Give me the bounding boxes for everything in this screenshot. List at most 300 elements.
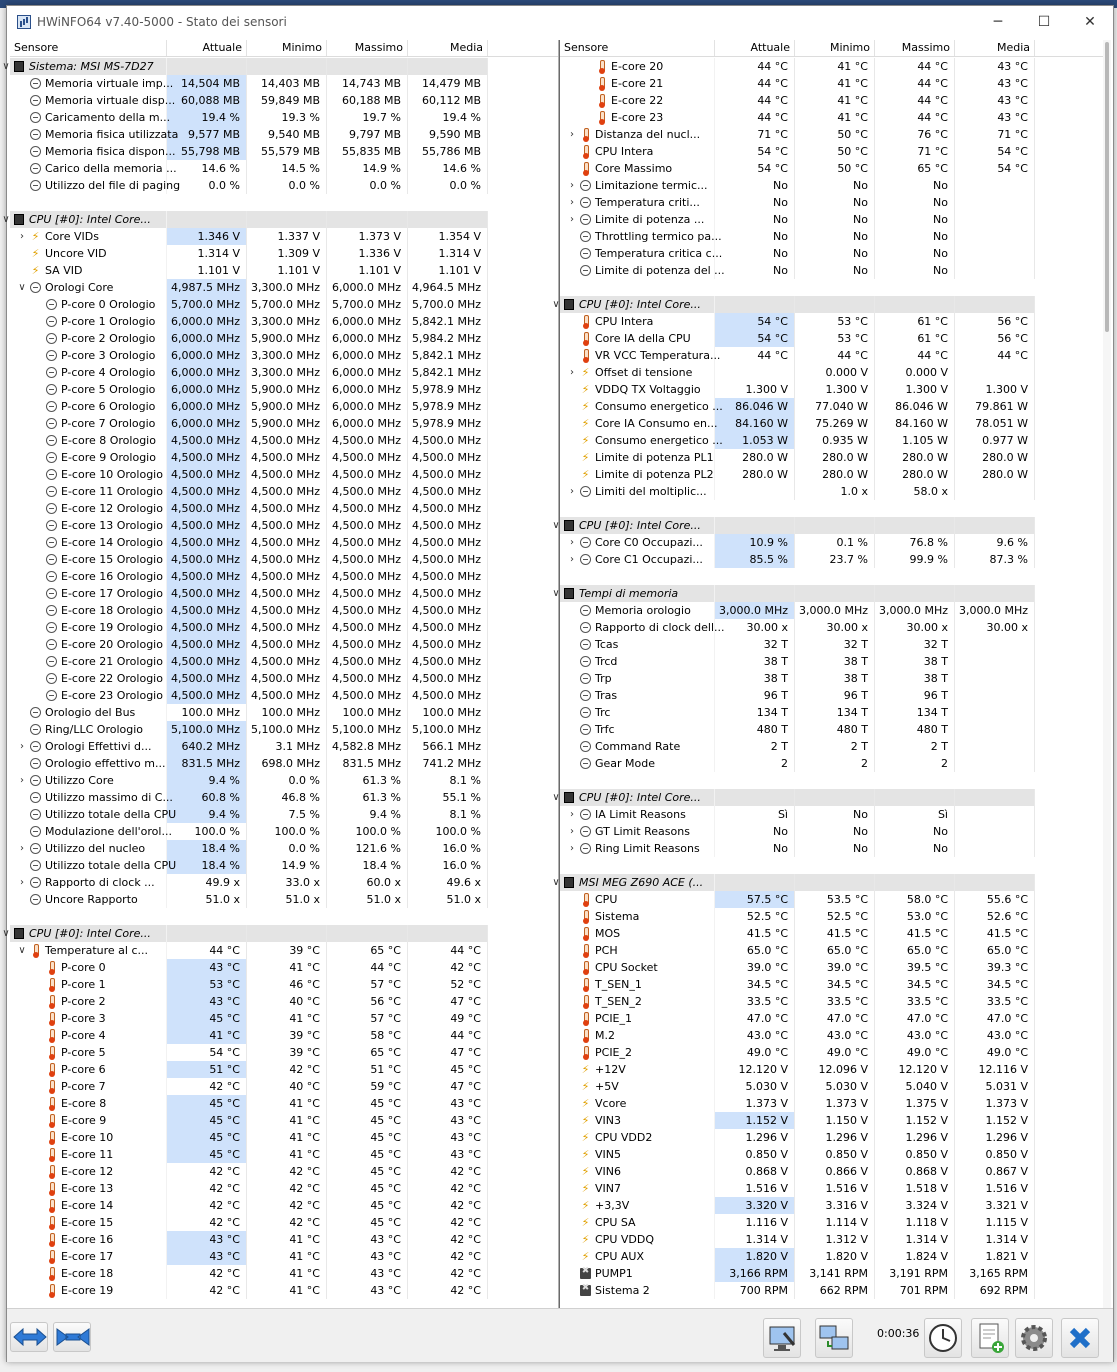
expand-chevron-icon[interactable]: › <box>570 486 574 497</box>
sensor-row-cpu-socket[interactable] <box>560 959 1111 976</box>
sensor-name-cell <box>560 449 715 466</box>
expand-chevron-icon[interactable]: › <box>20 231 24 242</box>
sensor-row-e-core-9[interactable] <box>10 1112 558 1129</box>
sensor-row-e-core-10-orologio[interactable] <box>10 466 558 483</box>
sensor-name-cell <box>10 330 167 347</box>
sensor-row-e-core-8[interactable] <box>10 1095 558 1112</box>
sensor-row-offset-di-tensione[interactable] <box>560 364 1111 381</box>
sensor-row-gt-limit-reasons[interactable] <box>560 823 1111 840</box>
sensor-group-row[interactable] <box>552 789 1111 806</box>
sensor-row-ring-llc-orologio[interactable] <box>10 721 558 738</box>
sensor-row-vddq-tx-voltaggio[interactable] <box>560 381 1111 398</box>
voltage-bolt-icon: ⚡ <box>581 1063 590 1076</box>
avg-value: 5,100.0 MHz <box>408 721 488 738</box>
expand-all-button[interactable] <box>10 1322 48 1352</box>
sensor-row-memoria-orologio[interactable] <box>560 602 1111 619</box>
minimize-button[interactable]: ─ <box>993 14 1003 30</box>
sensor-row-e-core-13-orologio[interactable] <box>10 517 558 534</box>
sensor-row-tcas[interactable] <box>560 636 1111 653</box>
max-value <box>875 296 955 313</box>
sensor-row-rapporto-di-clock-dell[interactable] <box>560 619 1111 636</box>
sensor-row-command-rate[interactable] <box>560 738 1111 755</box>
sensor-row-core-vids[interactable] <box>10 228 558 245</box>
header-sensor[interactable]: Sensore <box>560 40 715 56</box>
sensor-row-e-core-9-orologio[interactable] <box>10 449 558 466</box>
expand-chevron-icon[interactable]: › <box>570 809 574 820</box>
maximize-button[interactable]: ☐ <box>1037 14 1051 30</box>
sensor-label: Memoria fisica utilizzata <box>45 128 179 141</box>
min-value: No <box>795 211 875 228</box>
max-value: 44 °C <box>875 347 955 364</box>
current-value: 3.320 V <box>715 1197 795 1214</box>
header-max[interactable]: Massimo <box>327 40 408 56</box>
sensor-row-vr-vcc-temperatura[interactable] <box>560 347 1111 364</box>
sensor-row-e-core-23[interactable] <box>560 109 1111 126</box>
sensor-row-core-ia-consumo-en[interactable] <box>560 415 1111 432</box>
sensor-group-row[interactable] <box>2 58 558 75</box>
sensor-row-carico-della-memoria[interactable] <box>10 160 558 177</box>
avg-value: 1.821 V <box>955 1248 1035 1265</box>
sensor-row-utilizzo-del-nucleo[interactable] <box>10 840 558 857</box>
sensor-label: Tras <box>595 689 618 702</box>
report-button[interactable] <box>763 1318 801 1358</box>
sensor-row-cpu-aux[interactable] <box>560 1248 1111 1265</box>
sensor-row-caricamento-della-m[interactable] <box>10 109 558 126</box>
sensor-name-cell <box>10 840 167 857</box>
sensor-row-vin3[interactable] <box>560 1112 1111 1129</box>
collapse-chevron-icon[interactable]: ∨ <box>18 282 26 293</box>
avg-value: 49.0 °C <box>955 1044 1035 1061</box>
title-bar[interactable] <box>7 6 1113 38</box>
max-value: 45 °C <box>327 1197 408 1214</box>
gauge-icon <box>580 537 591 548</box>
sensor-row-temperatura-criti[interactable] <box>560 194 1111 211</box>
sensor-row-orologio-effettivo-m[interactable] <box>10 755 558 772</box>
header-min[interactable]: Minimo <box>795 40 875 56</box>
current-value: 4,500.0 MHz <box>167 670 247 687</box>
sensor-row-orologio-del-bus[interactable] <box>10 704 558 721</box>
min-value: 38 T <box>795 670 875 687</box>
min-value: 41.5 °C <box>795 925 875 942</box>
sensor-row-core-massimo[interactable] <box>560 160 1111 177</box>
sensor-label: Uncore VID <box>45 247 107 260</box>
expand-chevron-icon[interactable]: › <box>570 197 574 208</box>
header-current[interactable]: Attuale <box>167 40 247 56</box>
sensor-row-pump1[interactable] <box>560 1265 1111 1282</box>
expand-chevron-icon[interactable]: › <box>570 826 574 837</box>
sensor-row-vin7[interactable] <box>560 1180 1111 1197</box>
gauge-icon <box>46 571 57 582</box>
sensor-label: M.2 <box>595 1029 615 1042</box>
sensor-row-t-sen-1[interactable] <box>560 976 1111 993</box>
avg-value: 4,500.0 MHz <box>408 653 488 670</box>
sensor-row-throttling-termico-pa[interactable] <box>560 228 1111 245</box>
min-value: 1.820 V <box>795 1248 875 1265</box>
collapse-chevron-icon[interactable]: ∨ <box>552 299 560 310</box>
min-value: 3,300.0 MHz <box>247 347 327 364</box>
min-value: 9,540 MB <box>247 126 327 143</box>
sensor-row-distanza-del-nucl[interactable] <box>560 126 1111 143</box>
sensor-row-ia-limit-reasons[interactable] <box>560 806 1111 823</box>
max-value: 100.0 % <box>327 823 408 840</box>
collapse-all-button[interactable] <box>53 1322 91 1352</box>
sensor-list-right[interactable] <box>552 40 1111 1308</box>
sensor-row-limiti-del-moltiplic[interactable] <box>560 483 1111 500</box>
sensor-row-cpu-intera[interactable] <box>560 143 1111 160</box>
max-value: 4,500.0 MHz <box>327 687 408 704</box>
max-value: 0.868 V <box>875 1163 955 1180</box>
sensor-name-cell <box>10 398 167 415</box>
sensor-row-p-core-3[interactable] <box>10 1010 558 1027</box>
sensor-row-p-core-1[interactable] <box>10 976 558 993</box>
sensor-row-mos[interactable] <box>560 925 1111 942</box>
sensor-row-p-core-4-orologio[interactable] <box>10 364 558 381</box>
sensor-row-e-core-14[interactable] <box>10 1197 558 1214</box>
avg-value <box>955 806 1035 823</box>
avg-value: 42 °C <box>408 1282 488 1299</box>
sensor-row-trp[interactable] <box>560 670 1111 687</box>
sensor-row-sistema[interactable] <box>560 908 1111 925</box>
clock-icon <box>925 1319 961 1357</box>
current-value: 38 T <box>715 670 795 687</box>
max-value: 76.8 % <box>875 534 955 551</box>
sensor-name-cell <box>560 976 715 993</box>
sensor-row-e-core-14-orologio[interactable] <box>10 534 558 551</box>
min-value: 0.0 % <box>247 177 327 194</box>
sensor-row-utilizzo-del-file-di-paging[interactable] <box>10 177 558 194</box>
max-value: 4,500.0 MHz <box>327 568 408 585</box>
sensor-row-gear-mode[interactable] <box>560 755 1111 772</box>
sensor-name-cell <box>560 75 715 92</box>
sensor-name-cell <box>10 109 171 126</box>
sensor-row-e-core-18[interactable] <box>10 1265 558 1282</box>
sensor-row-p-core-5-orologio[interactable] <box>10 381 558 398</box>
sensor-row-temperature-al-c[interactable] <box>10 942 558 959</box>
max-value: 6,000.0 MHz <box>327 364 408 381</box>
sensor-label: P-core 1 <box>61 978 106 991</box>
sensor-row-p-core-0-orologio[interactable] <box>10 296 558 313</box>
sensor-row-core-c0-occupazi[interactable] <box>560 534 1111 551</box>
min-value: 134 T <box>795 704 875 721</box>
current-value <box>715 874 795 891</box>
sensor-row-utilizzo-totale-della-cpu[interactable] <box>10 806 558 823</box>
current-value: 60,088 MB <box>167 92 247 109</box>
settings-button[interactable] <box>1015 1318 1053 1358</box>
min-value: 41 °C <box>247 1129 327 1146</box>
avg-value: 65.0 °C <box>955 942 1035 959</box>
sensor-row-p-core-3-orologio[interactable] <box>10 347 558 364</box>
min-value: 4,500.0 MHz <box>247 636 327 653</box>
sensor-row-trcd[interactable] <box>560 653 1111 670</box>
sensor-name-cell <box>560 1129 715 1146</box>
sensor-row-p-core-7[interactable] <box>10 1078 558 1095</box>
min-value: 52.5 °C <box>795 908 875 925</box>
sensor-row-consumo-energetico[interactable] <box>560 432 1111 449</box>
sensor-label: Modulazione dell'orol... <box>45 825 172 838</box>
sensor-row-vcore[interactable] <box>560 1095 1111 1112</box>
current-value: 100.0 MHz <box>167 704 247 721</box>
sensor-row-12v[interactable] <box>560 1061 1111 1078</box>
thermometer-icon <box>599 112 605 123</box>
sensor-row-p-core-1-orologio[interactable] <box>10 313 558 330</box>
sensor-row-p-core-2[interactable] <box>10 993 558 1010</box>
expand-chevron-icon[interactable]: › <box>20 741 24 752</box>
sensor-row-limite-di-potenza[interactable] <box>560 211 1111 228</box>
sensor-row-e-core-17-orologio[interactable] <box>10 585 558 602</box>
sensor-row-e-core-12[interactable] <box>10 1163 558 1180</box>
avg-value: 0.977 W <box>955 432 1035 449</box>
sensor-row-e-core-20-orologio[interactable] <box>10 636 558 653</box>
sensor-row-tras[interactable] <box>560 687 1111 704</box>
sensor-row-limite-di-potenza-pl1[interactable] <box>560 449 1111 466</box>
scrollbar-thumb[interactable] <box>1105 42 1109 332</box>
min-value: 49.0 °C <box>795 1044 875 1061</box>
expand-chevron-icon[interactable]: › <box>570 367 574 378</box>
current-value: 9.4 % <box>167 806 247 823</box>
sensor-group-row[interactable] <box>552 874 1111 891</box>
min-value: 46 °C <box>247 976 327 993</box>
sensor-row-e-core-21-orologio[interactable] <box>10 653 558 670</box>
sensor-row-cpu-vdd2[interactable] <box>560 1129 1111 1146</box>
avg-value: 54 °C <box>955 160 1035 177</box>
sensor-label: Orologio del Bus <box>45 706 136 719</box>
sensor-row-e-core-17[interactable] <box>10 1248 558 1265</box>
sensor-row-cpu-vddq[interactable] <box>560 1231 1111 1248</box>
current-value: 4,500.0 MHz <box>167 602 247 619</box>
expand-chevron-icon[interactable]: › <box>570 214 574 225</box>
sensor-row-p-core-0[interactable] <box>10 959 558 976</box>
sensor-row-e-core-15-orologio[interactable] <box>10 551 558 568</box>
sensor-row-sa-vid[interactable] <box>10 262 558 279</box>
sensor-row-e-core-8-orologio[interactable] <box>10 432 558 449</box>
avg-value: 3.321 V <box>955 1197 1035 1214</box>
header-max[interactable]: Massimo <box>875 40 955 56</box>
sensor-row-utilizzo-massimo-di-c[interactable] <box>10 789 558 806</box>
sensor-row-e-core-13[interactable] <box>10 1180 558 1197</box>
thermometer-icon <box>49 1149 55 1160</box>
sensor-row-e-core-19[interactable] <box>10 1282 558 1299</box>
min-value: 41 °C <box>247 1146 327 1163</box>
max-value: 4,500.0 MHz <box>327 602 408 619</box>
close-window-button[interactable]: ✕ <box>1084 14 1096 30</box>
sensor-row-3-3v[interactable] <box>560 1197 1111 1214</box>
sensor-row-t-sen-2[interactable] <box>560 993 1111 1010</box>
expand-chevron-icon[interactable]: › <box>570 537 574 548</box>
sensor-row-temperatura-critica-c[interactable] <box>560 245 1111 262</box>
expand-chevron-icon[interactable]: › <box>20 843 24 854</box>
sensor-row-trc[interactable] <box>560 704 1111 721</box>
sensor-row-rapporto-di-clock[interactable] <box>10 874 558 891</box>
expand-chevron-icon[interactable]: › <box>570 180 574 191</box>
sensor-list-left[interactable] <box>2 40 559 1308</box>
min-value: 14.5 % <box>247 160 327 177</box>
collapse-chevron-icon[interactable]: ∨ <box>2 214 10 225</box>
sensor-row-cpu[interactable] <box>560 891 1111 908</box>
sensor-row-memoria-virtuale-disp[interactable] <box>10 92 558 109</box>
sensor-name-cell <box>10 959 167 976</box>
sensor-row-trfc[interactable] <box>560 721 1111 738</box>
collapse-chevron-icon[interactable]: ∨ <box>18 945 26 956</box>
collapse-chevron-icon[interactable]: ∨ <box>552 877 560 888</box>
sensor-row-e-core-15[interactable] <box>10 1214 558 1231</box>
sensor-label: PCIE_1 <box>595 1012 633 1025</box>
sensor-row-utilizzo-core[interactable] <box>10 772 558 789</box>
max-value <box>875 517 955 534</box>
sensor-name-cell <box>10 1231 167 1248</box>
sensor-label: Core IA Consumo en... <box>595 417 718 430</box>
sensor-row-vin5[interactable] <box>560 1146 1111 1163</box>
expand-chevron-icon[interactable]: › <box>570 843 574 854</box>
sensor-row-pch[interactable] <box>560 942 1111 959</box>
sensor-row-e-core-23-orologio[interactable] <box>10 687 558 704</box>
sensor-name-cell <box>10 789 173 806</box>
sensor-row-orologi-core[interactable] <box>10 279 558 296</box>
sensor-row-5v[interactable] <box>560 1078 1111 1095</box>
collapse-chevron-icon[interactable]: ∨ <box>2 61 10 72</box>
sensor-row-limite-di-potenza-pl2[interactable] <box>560 466 1111 483</box>
sensor-row-modulazione-dell-orol[interactable] <box>10 823 558 840</box>
logging-button[interactable] <box>971 1318 1009 1358</box>
sensor-row-memoria-fisica-dispon[interactable] <box>10 143 558 160</box>
sensor-row-e-core-21[interactable] <box>560 75 1111 92</box>
max-value: 51 °C <box>327 1061 408 1078</box>
sensor-name-cell <box>10 245 167 262</box>
sensor-name-cell <box>560 1214 715 1231</box>
sensor-row-memoria-fisica-utilizzata[interactable] <box>10 126 558 143</box>
current-value: 42 °C <box>167 1197 247 1214</box>
sensor-row-core-c1-occupazi[interactable] <box>560 551 1111 568</box>
gauge-icon <box>30 741 41 752</box>
network-button[interactable] <box>815 1318 853 1358</box>
sensor-row-core-ia-della-cpu[interactable] <box>560 330 1111 347</box>
header-current[interactable]: Attuale <box>715 40 795 56</box>
avg-value <box>955 687 1035 704</box>
avg-value: 78.051 W <box>955 415 1035 432</box>
sensor-row-utilizzo-totale-della-cpu[interactable] <box>10 857 558 874</box>
min-value: 662 RPM <box>795 1282 875 1299</box>
sensor-row-consumo-energetico[interactable] <box>560 398 1111 415</box>
sensor-row-e-core-16-orologio[interactable] <box>10 568 558 585</box>
sensor-row-e-core-16[interactable] <box>10 1231 558 1248</box>
gauge-icon <box>580 843 591 854</box>
avg-value: 0.850 V <box>955 1146 1035 1163</box>
min-value: 4,500.0 MHz <box>247 568 327 585</box>
close-sensors-button[interactable] <box>1061 1318 1099 1358</box>
sensor-label: Orologi Core <box>45 281 114 294</box>
sensor-name-cell <box>560 653 715 670</box>
voltage-bolt-icon: ⚡ <box>581 1199 590 1212</box>
avg-value: 5,978.9 MHz <box>408 398 488 415</box>
sensor-group-row[interactable] <box>552 296 1111 313</box>
sensor-row-ring-limit-reasons[interactable] <box>560 840 1111 857</box>
sensor-row-uncore-vid[interactable] <box>10 245 558 262</box>
current-value: 51 °C <box>167 1061 247 1078</box>
sensor-row-e-core-22[interactable] <box>560 92 1111 109</box>
current-value: 44 °C <box>715 109 795 126</box>
vertical-scrollbar[interactable] <box>1103 40 1111 1308</box>
sensor-group-row[interactable] <box>552 517 1111 534</box>
sensor-row-pcie-1[interactable] <box>560 1010 1111 1027</box>
sensor-row-uncore-rapporto[interactable] <box>10 891 558 908</box>
sensor-row-limite-di-potenza-del[interactable] <box>560 262 1111 279</box>
header-avg[interactable]: Media <box>955 40 1035 56</box>
sensor-row-cpu-intera[interactable] <box>560 313 1111 330</box>
sensor-row-limitazione-termic[interactable] <box>560 177 1111 194</box>
max-value: 14,743 MB <box>327 75 408 92</box>
expand-chevron-icon[interactable]: › <box>20 877 24 888</box>
avg-value <box>955 636 1035 653</box>
gauge-icon <box>30 95 41 106</box>
sensor-row-e-core-18-orologio[interactable] <box>10 602 558 619</box>
sensor-row-sistema-2[interactable] <box>560 1282 1111 1299</box>
sensor-group-row[interactable] <box>2 925 558 942</box>
expand-chevron-icon[interactable]: › <box>20 775 24 786</box>
expand-chevron-icon[interactable]: › <box>570 554 574 565</box>
sensor-row-p-core-4[interactable] <box>10 1027 558 1044</box>
current-value: 44 °C <box>715 347 795 364</box>
sensor-row-p-core-5[interactable] <box>10 1044 558 1061</box>
sensor-row-e-core-20[interactable] <box>560 58 1111 75</box>
sensor-group-row[interactable] <box>2 211 558 228</box>
min-value: 100.0 % <box>247 823 327 840</box>
collapse-chevron-icon[interactable]: ∨ <box>552 520 560 531</box>
sensor-row-m-2[interactable] <box>560 1027 1111 1044</box>
sensor-row-orologi-effettivi-d[interactable] <box>10 738 558 755</box>
collapse-chevron-icon[interactable]: ∨ <box>552 588 560 599</box>
sensor-row-cpu-sa[interactable] <box>560 1214 1111 1231</box>
sensor-row-p-core-6[interactable] <box>10 1061 558 1078</box>
sensor-name-cell <box>10 313 167 330</box>
collapse-chevron-icon[interactable]: ∨ <box>2 928 10 939</box>
sensor-row-e-core-22-orologio[interactable] <box>10 670 558 687</box>
avg-value: 4,500.0 MHz <box>408 483 488 500</box>
current-value: 4,500.0 MHz <box>167 585 247 602</box>
avg-value: 43 °C <box>408 1112 488 1129</box>
sensor-row-e-core-11[interactable] <box>10 1146 558 1163</box>
min-value: 4,500.0 MHz <box>247 466 327 483</box>
sensor-name-cell <box>560 313 715 330</box>
sensor-row-e-core-12-orologio[interactable] <box>10 500 558 517</box>
sensor-row-e-core-11-orologio[interactable] <box>10 483 558 500</box>
sensor-row-vin6[interactable] <box>560 1163 1111 1180</box>
gauge-icon <box>30 146 41 157</box>
sensor-row-e-core-19-orologio[interactable] <box>10 619 558 636</box>
sensor-name-cell <box>560 177 715 194</box>
max-value: 18.4 % <box>327 857 408 874</box>
sensor-row-p-core-6-orologio[interactable] <box>10 398 558 415</box>
sensor-row-p-core-2-orologio[interactable] <box>10 330 558 347</box>
sensor-name-cell <box>10 1282 167 1299</box>
avg-value: 4,500.0 MHz <box>408 687 488 704</box>
header-avg[interactable]: Media <box>408 40 488 56</box>
sensor-group-row[interactable] <box>552 585 1111 602</box>
sensor-row-p-core-7-orologio[interactable] <box>10 415 558 432</box>
sensor-label: CPU Socket <box>595 961 658 974</box>
collapse-chevron-icon[interactable]: ∨ <box>552 792 560 803</box>
sensor-row-pcie-2[interactable] <box>560 1044 1111 1061</box>
header-min[interactable]: Minimo <box>247 40 327 56</box>
clock-reset-button[interactable] <box>924 1318 962 1358</box>
header-sensor[interactable]: Sensore <box>10 40 167 56</box>
sensor-name-cell <box>10 347 167 364</box>
sensor-row-e-core-10[interactable] <box>10 1129 558 1146</box>
expand-chevron-icon[interactable]: › <box>570 129 574 140</box>
sensor-name-cell <box>2 211 167 228</box>
max-value: No <box>875 211 955 228</box>
max-value: 1.375 V <box>875 1095 955 1112</box>
sensor-row-memoria-virtuale-imp[interactable] <box>10 75 558 92</box>
avg-value: 55,786 MB <box>408 143 488 160</box>
